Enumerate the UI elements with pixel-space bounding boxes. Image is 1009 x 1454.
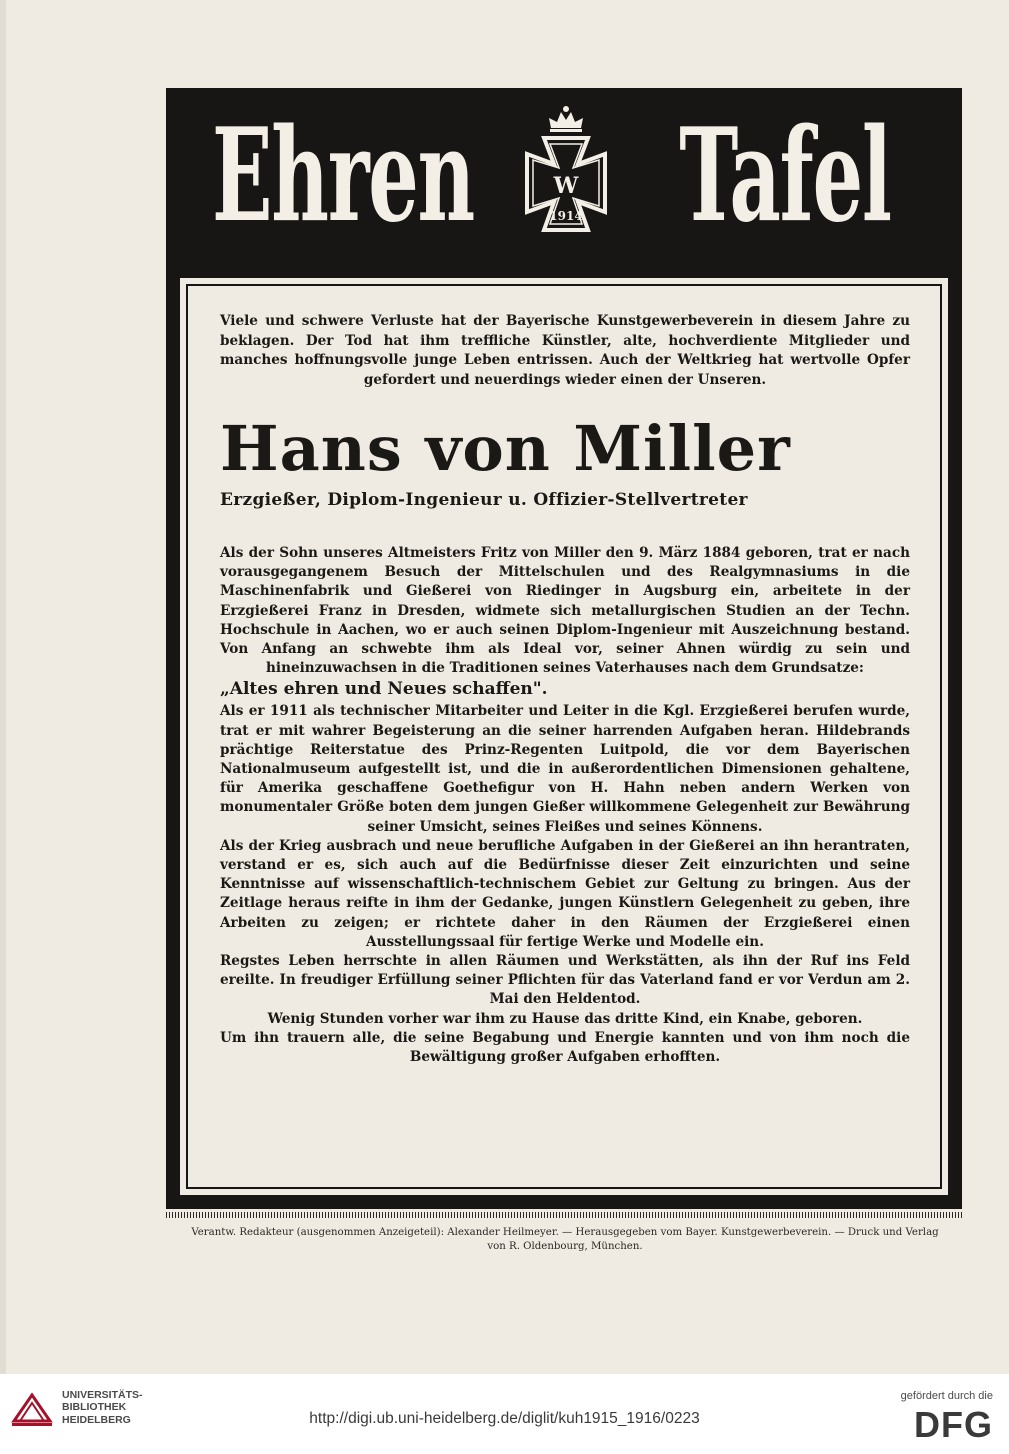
memorial-content xyxy=(220,312,910,1067)
paragraph-1: Als der Sohn unseres Altmeisters Fritz von Miller den 9. März 1884 geboren, trat er nach vorausgegangenem Besuch der Mittelschulen und des Realgymnasiums in die Maschinenfabrik und Gießerei von Riedinger in Augsburg ein, arbeitete in der Erzgießerei Franz in Dresden, widmete sich metallurgischen Studien an der Techn. Hochschule in Aachen, wo er auch seinen Diplom-Ingenieur mit Auszeichnung bestand. Von Anfang an schwebte ihm als Ideal vor, seiner Ahnen würdig zu sein und hineinzuwachsen in die Traditionen seines Vaterhauses nach dem Grundsatze: xyxy=(220,545,910,677)
banner-title-left: Ehren xyxy=(212,101,474,251)
footer-rule xyxy=(166,1212,962,1218)
memorial-frame xyxy=(166,264,962,1209)
library-footer-bar xyxy=(0,1374,1009,1454)
cross-letter: W xyxy=(553,173,579,199)
imprint-line-1: Verantw. Redakteur (ausgenommen Anzeigeteil): Alexander Heilmeyer. — Herausgegeben vom Bayer. Kunstgewerbeverein. — Druck und Verlag xyxy=(191,1227,939,1238)
library-name-line-1: UNIVERSITÄTS- xyxy=(62,1389,143,1401)
library-name-line-2: BIBLIOTHEK xyxy=(62,1401,127,1414)
funded-by-label: gefördert durch die xyxy=(900,1390,993,1402)
paragraph-2: Als er 1911 als technischer Mitarbeiter und Leiter in die Kgl. Erzgießerei berufen wurde, trat er mit wahrer Begeisterung an die seiner harrenden Aufgaben heran. Hildebrands prächtige Reiterstatue des Prinz-Regenten Luitpold, die vor dem Bayerischen Nationalmuseum aufgestellt ist, und die in außerordentlichen Dimensionen gehaltene, für Amerika geschaffene Goethefigur von H. Hahn neben andern Werken von monumentaler Größe boten dem jungen Gießer willkommene Gelegenheit zur Bewährung seiner Umsicht, seines Fleißes und seines Könnens. xyxy=(220,703,910,835)
imprint xyxy=(170,1226,960,1254)
honoree-title: Erzgießer, Diplom-Ingenieur u. Offizier-Stellvertreter xyxy=(220,490,748,510)
paragraph-3: Als der Krieg ausbrach und neue berufliche Aufgaben in der Gießerei an ihn herantraten, verstand er es, sich auch auf die Bedürfnisse dieser Zeit einzurichten und seine Kenntnisse auf wissenschaftlich-technischem Gebiet zur Geltung zu bringen. Aus der Zeitlage heraus reifte in ihm der Gedanke, jungen Künstlern Gelegenheit zu geben, ihre Arbeiten zu zeigen; er richtete daher in den Räumen der Erzgießerei einen Ausstellungssaal für fertige Werke und Modelle ein. xyxy=(220,837,910,950)
motto: „Altes ehren und Neues schaffen". xyxy=(220,679,548,700)
cross-year: 1914 xyxy=(549,209,583,223)
source-url[interactable]: http://digi.ub.uni-heidelberg.de/diglit/kuh1915_1916/0223 xyxy=(309,1410,700,1427)
dfg-logo: DFG xyxy=(914,1404,993,1445)
imprint-line-2: von R. Oldenbourg, München. xyxy=(487,1241,643,1252)
paragraph-5: Wenig Stunden vorher war ihm zu Hause das dritte Kind, ein Knabe, geboren. xyxy=(267,1010,863,1027)
intro-paragraph: Viele und schwere Verluste hat der Bayerische Kunstgewerbeverein in diesem Jahre zu beklagen. Der Tod hat ihm treffliche Künstler, alte, hochverdiente Mitglieder und manches hoffnungsvolle junge Leben entrissen. Auch der Weltkrieg hat wertvolle Opfer gefordert und neuerdings wieder einen der Unseren. xyxy=(220,313,910,388)
paragraph-4: Regstes Leben herrschte in allen Räumen und Werkstätten, als ihn der Ruf ins Feld ereilte. In freudiger Erfüllung seiner Pflichten für das Vaterland fand er vor Verdun am 2. Mai den Heldentod. xyxy=(220,953,910,1008)
page-edge xyxy=(0,0,6,1454)
paragraph-6: Um ihn trauern alle, die seine Begabung und Energie kannten und von ihm noch die Bewältigung großer Aufgaben erhofften. xyxy=(220,1029,910,1066)
library-name-line-3: HEIDELBERG xyxy=(62,1413,131,1426)
honoree-name: Hans von Miller xyxy=(220,412,791,485)
iron-cross-icon xyxy=(501,102,631,252)
banner-title-right: Tafel xyxy=(679,101,891,251)
ehrentafel-banner xyxy=(166,88,962,264)
memorial-panel xyxy=(178,276,950,1197)
